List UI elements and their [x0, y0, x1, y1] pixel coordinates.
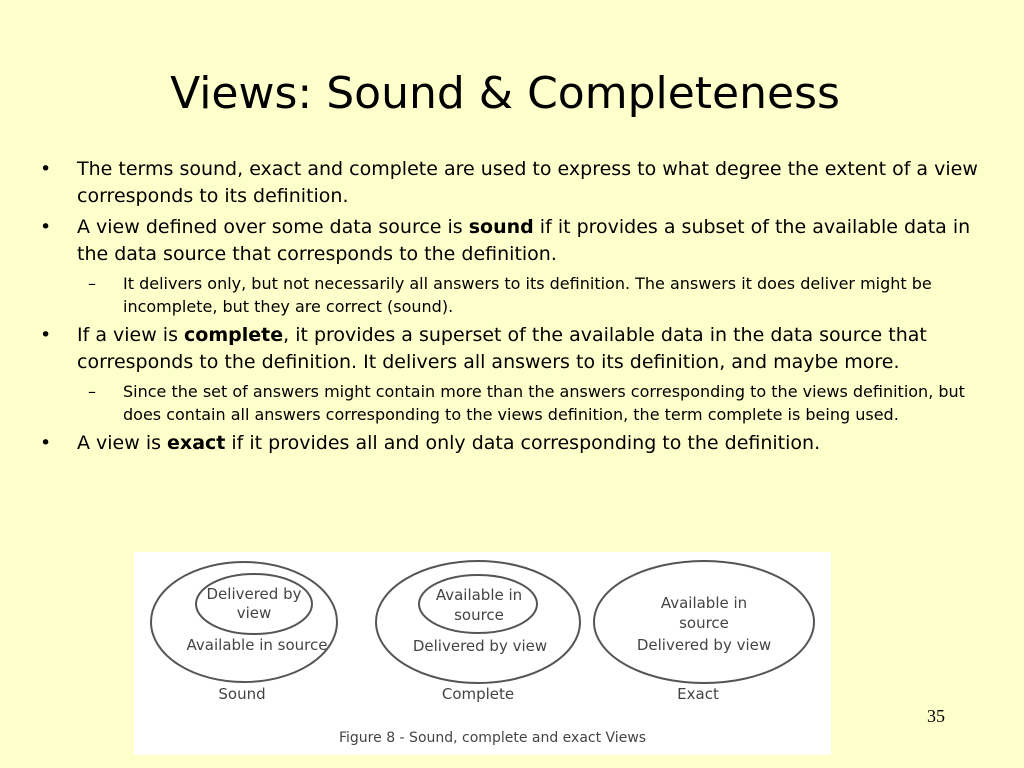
sub-bullet-text: It delivers only, but not necessarily all answers to its definition. The answers it does deliver might be incomplete, but they are correct (sound). [123, 274, 932, 316]
sub-bullet-complete [40, 380, 990, 426]
sound-outer-ellipse [151, 562, 337, 682]
bullet-sound [40, 214, 990, 268]
exact-label: Exact [677, 685, 719, 703]
sound-inner-text-1: Delivered by [206, 585, 302, 603]
sound-inner-text-2: view [236, 604, 272, 622]
complete-label: Complete [441, 685, 515, 703]
bullet-marker: • [40, 324, 52, 346]
exact-text-1: Available in [660, 594, 748, 612]
term-complete: complete [184, 324, 284, 346]
bullet-text: A view defined over some data source is [77, 216, 469, 238]
sound-outer-text: Available in source [186, 636, 328, 654]
bullet-text: if it provides a subset of the available data in the data source that corresponds to the definition. [77, 216, 971, 265]
sound-label: Sound [218, 685, 266, 703]
views-diagram [134, 552, 831, 755]
sub-bullet-sound [40, 272, 990, 318]
term-exact: exact [167, 432, 226, 454]
bullet-marker: • [40, 158, 52, 180]
complete-inner-ellipse [419, 575, 537, 633]
exact-text-2: source [679, 614, 729, 632]
views-figure [134, 552, 831, 755]
bullet-marker: • [40, 432, 52, 454]
complete-inner-text-2: source [454, 606, 504, 624]
complete-outer-text: Delivered by view [412, 637, 548, 655]
figure-caption: Figure 8 - Sound, complete and exact Views [339, 730, 647, 746]
slide-number: 35 [927, 706, 945, 726]
bullet-text: If a view is [77, 324, 185, 346]
bullet-list [40, 156, 990, 461]
bullet-exact [40, 430, 990, 457]
exact-text-3: Delivered by view [636, 636, 772, 654]
bullet-terms [40, 156, 990, 210]
bullet-text: , it provides a superset of the available data in the data source that corresponds to the definition. It delivers all answers to its definition, and maybe more. [77, 324, 927, 373]
bullet-complete [40, 322, 990, 376]
bullet-text: The terms sound, exact and complete are used to express to what degree the extent of a view corresponds to its definition. [77, 158, 978, 207]
slide-title: Views: Sound & Completeness [170, 68, 840, 119]
bullet-text: if it provides all and only data corresponding to the definition. [225, 432, 821, 454]
sub-bullet-marker: – [88, 382, 96, 401]
sub-bullet-marker: – [88, 274, 96, 293]
sub-bullet-text: Since the set of answers might contain more than the answers corresponding to the views definition, but does contain all answers corresponding to the views definition, the term complete is being used. [123, 382, 965, 424]
bullet-text: A view is [77, 432, 168, 454]
term-sound: sound [468, 216, 534, 238]
bullet-marker: • [40, 216, 52, 238]
complete-inner-text-1: Available in [435, 586, 523, 604]
